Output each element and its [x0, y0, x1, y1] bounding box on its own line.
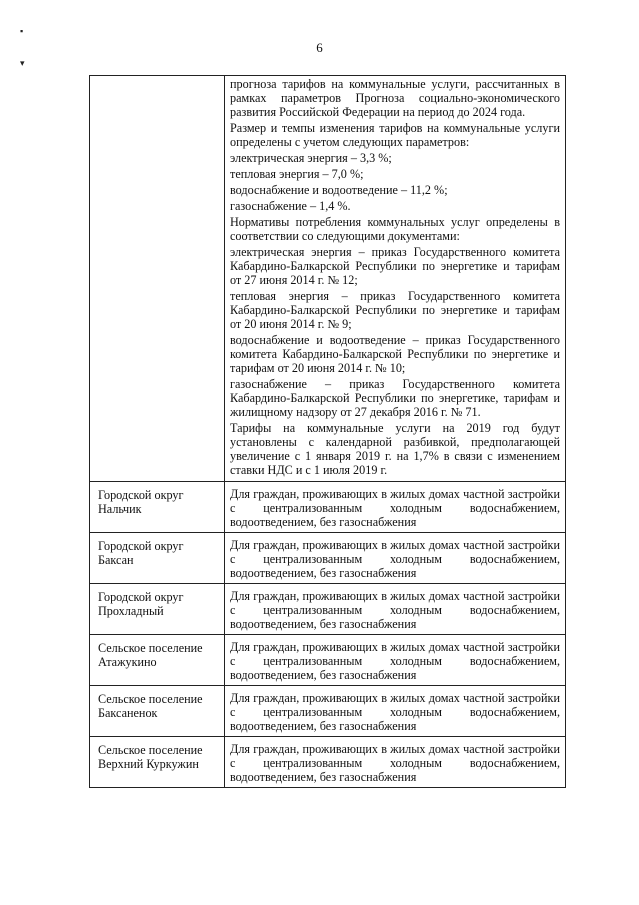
municipality-name: Сельское поселение Верхний Куркужин: [98, 743, 203, 771]
category-description: Для граждан, проживающих в жилых домах частной застройки с централизованным холодным водоснабжением, водоотведением, без газоснабжения: [230, 589, 560, 631]
empty-cell: [90, 76, 225, 482]
paragraph: электрическая энергия – 3,3 %;: [230, 151, 392, 165]
table-row: [90, 482, 566, 533]
table-row: [90, 533, 566, 584]
paragraph: Размер и темпы изменения тарифов на коммунальные услуги определены с учетом следующих параметров:: [230, 121, 560, 149]
paragraph: газоснабжение – приказ Государственного комитета Кабардино-Балкарской Республики по энергетике, тарифам и жилищному надзору от 27 декабря 2016 г. № 71.: [230, 377, 560, 419]
category-description: Для граждан, проживающих в жилых домах частной застройки с централизованным холодным водоснабжением, водоотведением, без газоснабжения: [230, 538, 560, 580]
intro-row: [90, 76, 566, 482]
table-row: [90, 737, 566, 788]
table-row: [90, 584, 566, 635]
paragraph: водоснабжение и водоотведение – 11,2 %;: [230, 183, 448, 197]
municipality-name: Сельское поселение Баксаненок: [98, 692, 203, 720]
paragraph: Тарифы на коммунальные услуги на 2019 год будут установлены с календарной разбивкой, предполагающей увеличение с 1 января 2019 г. на 1,7% в связи с изменением ставки НДС и с 1 июля 2019 г.: [230, 421, 560, 477]
category-description: Для граждан, проживающих в жилых домах частной застройки с централизованным холодным водоснабжением, водоотведением, без газоснабжения: [230, 640, 560, 682]
category-description: Для граждан, проживающих в жилых домах частной застройки с централизованным холодным водоснабжением, водоотведением, без газоснабжения: [230, 487, 560, 529]
municipality-name: Городской округ Нальчик: [98, 488, 184, 516]
municipality-name: Сельское поселение Атажукино: [98, 641, 203, 669]
page-number: 6: [316, 40, 323, 55]
scan-mark: ▪: [20, 26, 24, 36]
table-row: [90, 686, 566, 737]
municipality-name: Городской округ Баксан: [98, 539, 184, 567]
paragraph: тепловая энергия – 7,0 %;: [230, 167, 364, 181]
paragraph: газоснабжение – 1,4 %.: [230, 199, 351, 213]
paragraph: прогноза тарифов на коммунальные услуги, рассчитанных в рамках параметров Прогноза социально-экономического развития Российской Федерации на период до 2024 года.: [230, 77, 560, 119]
scan-mark: ▾: [20, 58, 25, 68]
paragraph: электрическая энергия – приказ Государственного комитета Кабардино-Балкарской Республики по энергетике и тарифам от 27 июня 2014 г. № 12;: [230, 245, 560, 287]
paragraph: тепловая энергия – приказ Государственного комитета Кабардино-Балкарской Республики по энергетике и тарифам от 20 июня 2014 г. № 9;: [230, 289, 560, 331]
paragraph: Нормативы потребления коммунальных услуг определены в соответствии со следующими документами:: [230, 215, 560, 243]
category-description: Для граждан, проживающих в жилых домах частной застройки с централизованным холодным водоснабжением, водоотведением, без газоснабжения: [230, 691, 560, 733]
tariff-table: [89, 75, 566, 788]
municipality-name: Городской округ Прохладный: [98, 590, 184, 618]
intro-cell: [225, 76, 566, 482]
category-description: Для граждан, проживающих в жилых домах частной застройки с централизованным холодным водоснабжением, водоотведением, без газоснабжения: [230, 742, 560, 784]
paragraph: водоснабжение и водоотведение – приказ Государственного комитета Кабардино-Балкарской Республики по энергетике и тарифам от 20 июня 2014 г. № 10;: [230, 333, 560, 375]
table-row: [90, 635, 566, 686]
